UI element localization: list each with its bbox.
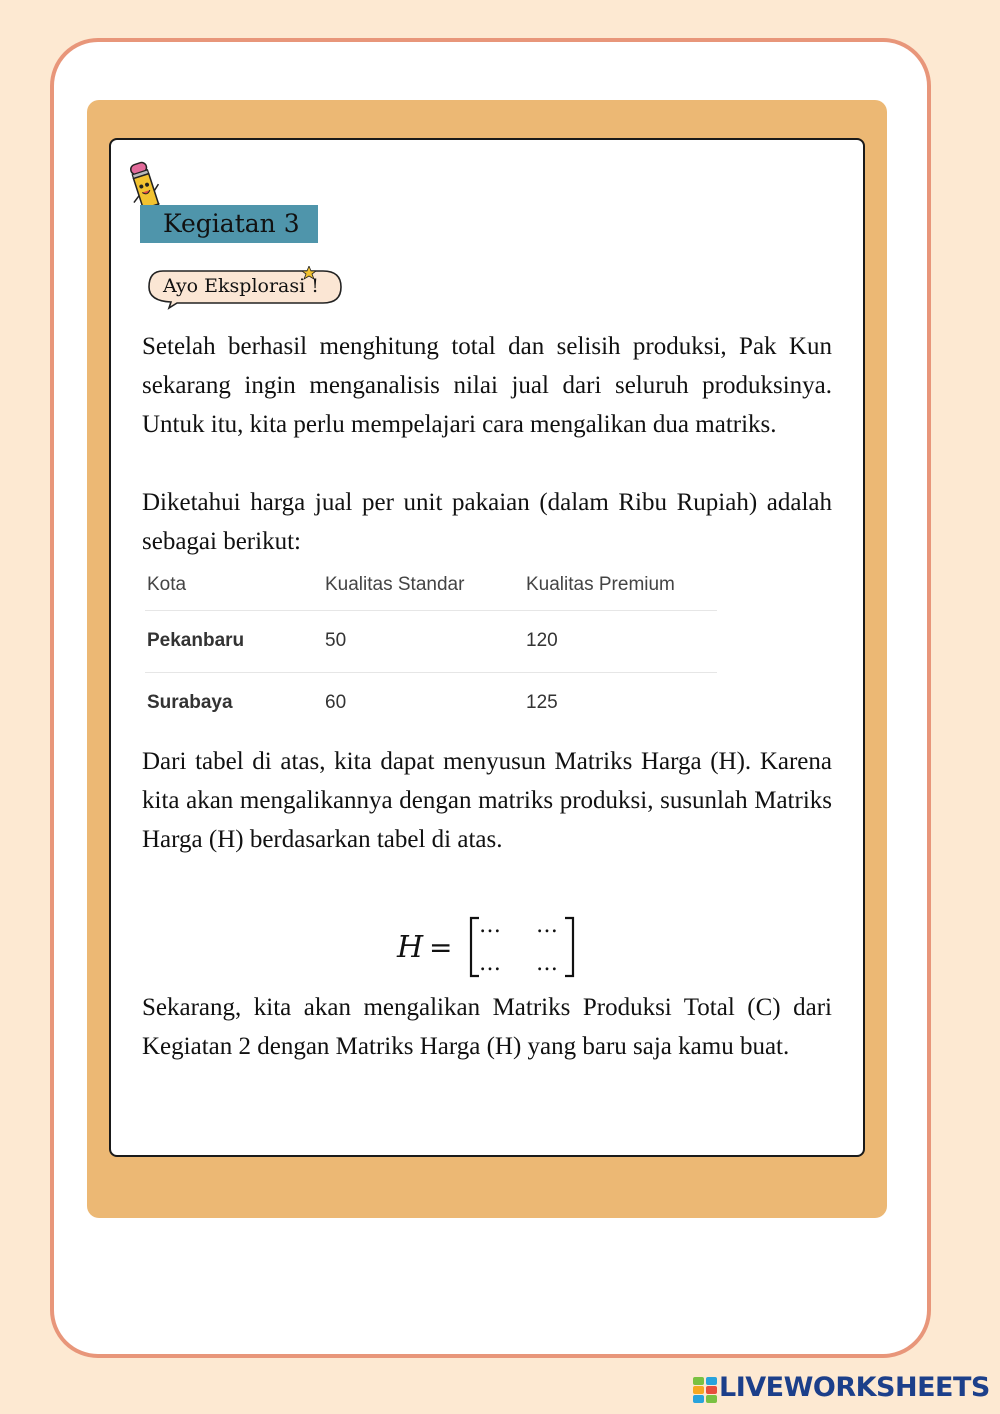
table-row [145,672,717,734]
price-intro-paragraph: Diketahui harga jual per unit pakaian (dalam Ribu Rupiah) adalah sebagai berikut: [142,489,832,556]
header-standar: Kualitas Standar [323,560,524,610]
header-kota: Kota [145,560,323,610]
right-bracket-icon [565,918,573,976]
table-cell-standar: 60 [323,672,524,734]
table-cell-city: Surabaya [145,672,323,734]
matrix-label: H [397,930,424,965]
intro-paragraph: Setelah berhasil menghitung total dan selisih produksi, Pak Kun sekarang ingin menganalisis nilai jual dari seluruh produksinya. Untuk itu, kita perlu mempelajari cara mengalikan dua matriks. [142,333,832,439]
table-cell-standar: 50 [325,630,347,651]
table-row [145,610,717,672]
liveworksheets-logo-text: LIVEWORKSHEETS [719,1372,990,1403]
price-table [145,560,717,734]
table-header-row [145,560,717,610]
left-bracket-icon [471,918,479,976]
matrix-equals: = [429,931,453,964]
matrix-instruction-paragraph: Dari tabel di atas, kita dapat menyusun Matriks Harga (H). Karena kita akan mengalikannya dengan matriks produksi, susunlah Matriks Harga (H) berdasarkan tabel di atas. [142,748,832,854]
explore-badge-label: Ayo Eksplorasi ! [163,275,319,297]
matrix-cell-input[interactable]: … [479,951,501,976]
table-cell-city: Pekanbaru [147,630,245,651]
matrix-cell-input[interactable]: … [479,913,501,938]
liveworksheets-logo-icon [693,1377,717,1403]
explore-badge [143,266,349,310]
matrix-h [395,912,595,982]
table-cell-premium: 120 [526,630,558,651]
closing-paragraph: Sekarang, kita akan mengalikan Matriks Produksi Total (C) dari Kegiatan 2 dengan Matriks Harga (H) yang baru saja kamu buat. [142,994,832,1061]
matrix-cell-input[interactable]: … [536,913,558,938]
activity-title: Kegiatan 3 [140,205,318,243]
matrix-cell-input[interactable]: … [536,951,558,976]
table-cell-premium: 125 [524,672,717,734]
header-premium: Kualitas Premium [524,560,717,610]
